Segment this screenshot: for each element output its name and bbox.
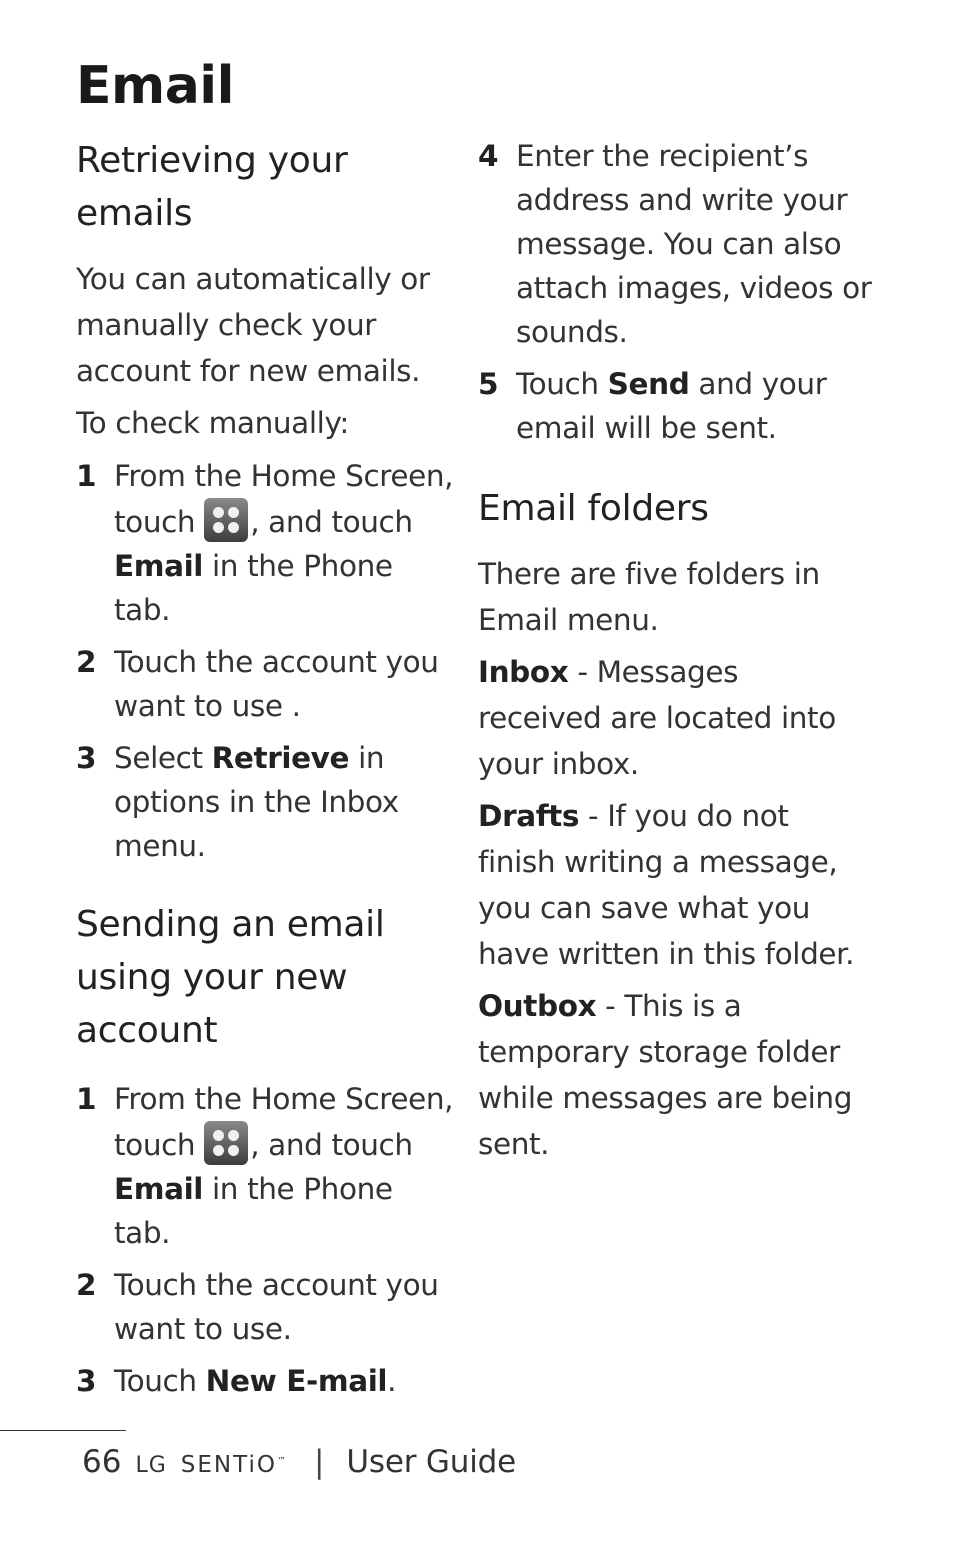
folders-section: [478, 482, 878, 1167]
step-number: 4: [478, 139, 499, 173]
page-number: 66: [82, 1444, 122, 1480]
step-text: From the Home Screen, touch , and touch Email in the Phone tab.: [114, 459, 454, 627]
list-item: [478, 362, 878, 450]
sending-steps-continued: [478, 134, 878, 450]
step-number: 1: [76, 1082, 97, 1116]
applications-grid-icon: [204, 1121, 248, 1165]
step-number: 5: [478, 367, 499, 401]
footer-separator: |: [313, 1444, 325, 1480]
sending-heading: Sending an email using your new account: [76, 904, 385, 1051]
step-text: Touch New E-mail.: [114, 1364, 397, 1398]
list-item: [478, 134, 878, 354]
list-item: [76, 640, 456, 728]
page-footer: [82, 1444, 516, 1480]
left-column: [76, 134, 456, 1403]
list-item: [76, 736, 456, 868]
step-text: Touch Send and your email will be sent.: [516, 367, 827, 445]
sending-section: [76, 898, 456, 1403]
folder-outbox: Outbox - This is a temporary storage folder while messages are being sent.: [478, 989, 853, 1161]
list-item: [76, 1263, 456, 1351]
to-check-label: To check manually:: [76, 406, 349, 440]
retrieving-intro: You can automatically or manually check your account for new emails.: [76, 262, 430, 388]
folders-heading: Email folders: [478, 488, 709, 529]
sending-steps: [76, 1077, 456, 1403]
product-logo: LG SENTiO™: [135, 1452, 286, 1478]
retrieving-heading: Retrieving your emails: [76, 140, 348, 234]
step-number: 3: [76, 1364, 97, 1398]
retrieving-section: [76, 134, 456, 868]
step-number: 3: [76, 741, 97, 775]
list-item: [76, 1359, 456, 1403]
step-text: Touch the account you want to use .: [114, 645, 439, 723]
list-item: [76, 454, 456, 632]
folder-drafts: Drafts - If you do not finish writing a message, you can save what you have written in this folder.: [478, 799, 855, 971]
step-text: Select Retrieve in options in the Inbox menu.: [114, 741, 399, 863]
footer-divider: [0, 1430, 126, 1431]
folders-intro: There are five folders in Email menu.: [478, 557, 820, 637]
folder-inbox: Inbox - Messages received are located into your inbox.: [478, 655, 836, 781]
user-guide-label: User Guide: [346, 1444, 516, 1480]
retrieving-steps: [76, 454, 456, 868]
step-number: 1: [76, 459, 97, 493]
list-item: [76, 1077, 456, 1255]
step-text: Touch the account you want to use.: [114, 1268, 439, 1346]
step-number: 2: [76, 645, 97, 679]
step-text: From the Home Screen, touch , and touch Email in the Phone tab.: [114, 1082, 454, 1250]
applications-grid-icon: [204, 498, 248, 542]
step-number: 2: [76, 1268, 97, 1302]
step-text: Enter the recipient’s address and write your message. You can also attach images, videos or sounds.: [516, 139, 872, 349]
page-title: Email: [76, 56, 234, 116]
right-column: [478, 134, 878, 1167]
